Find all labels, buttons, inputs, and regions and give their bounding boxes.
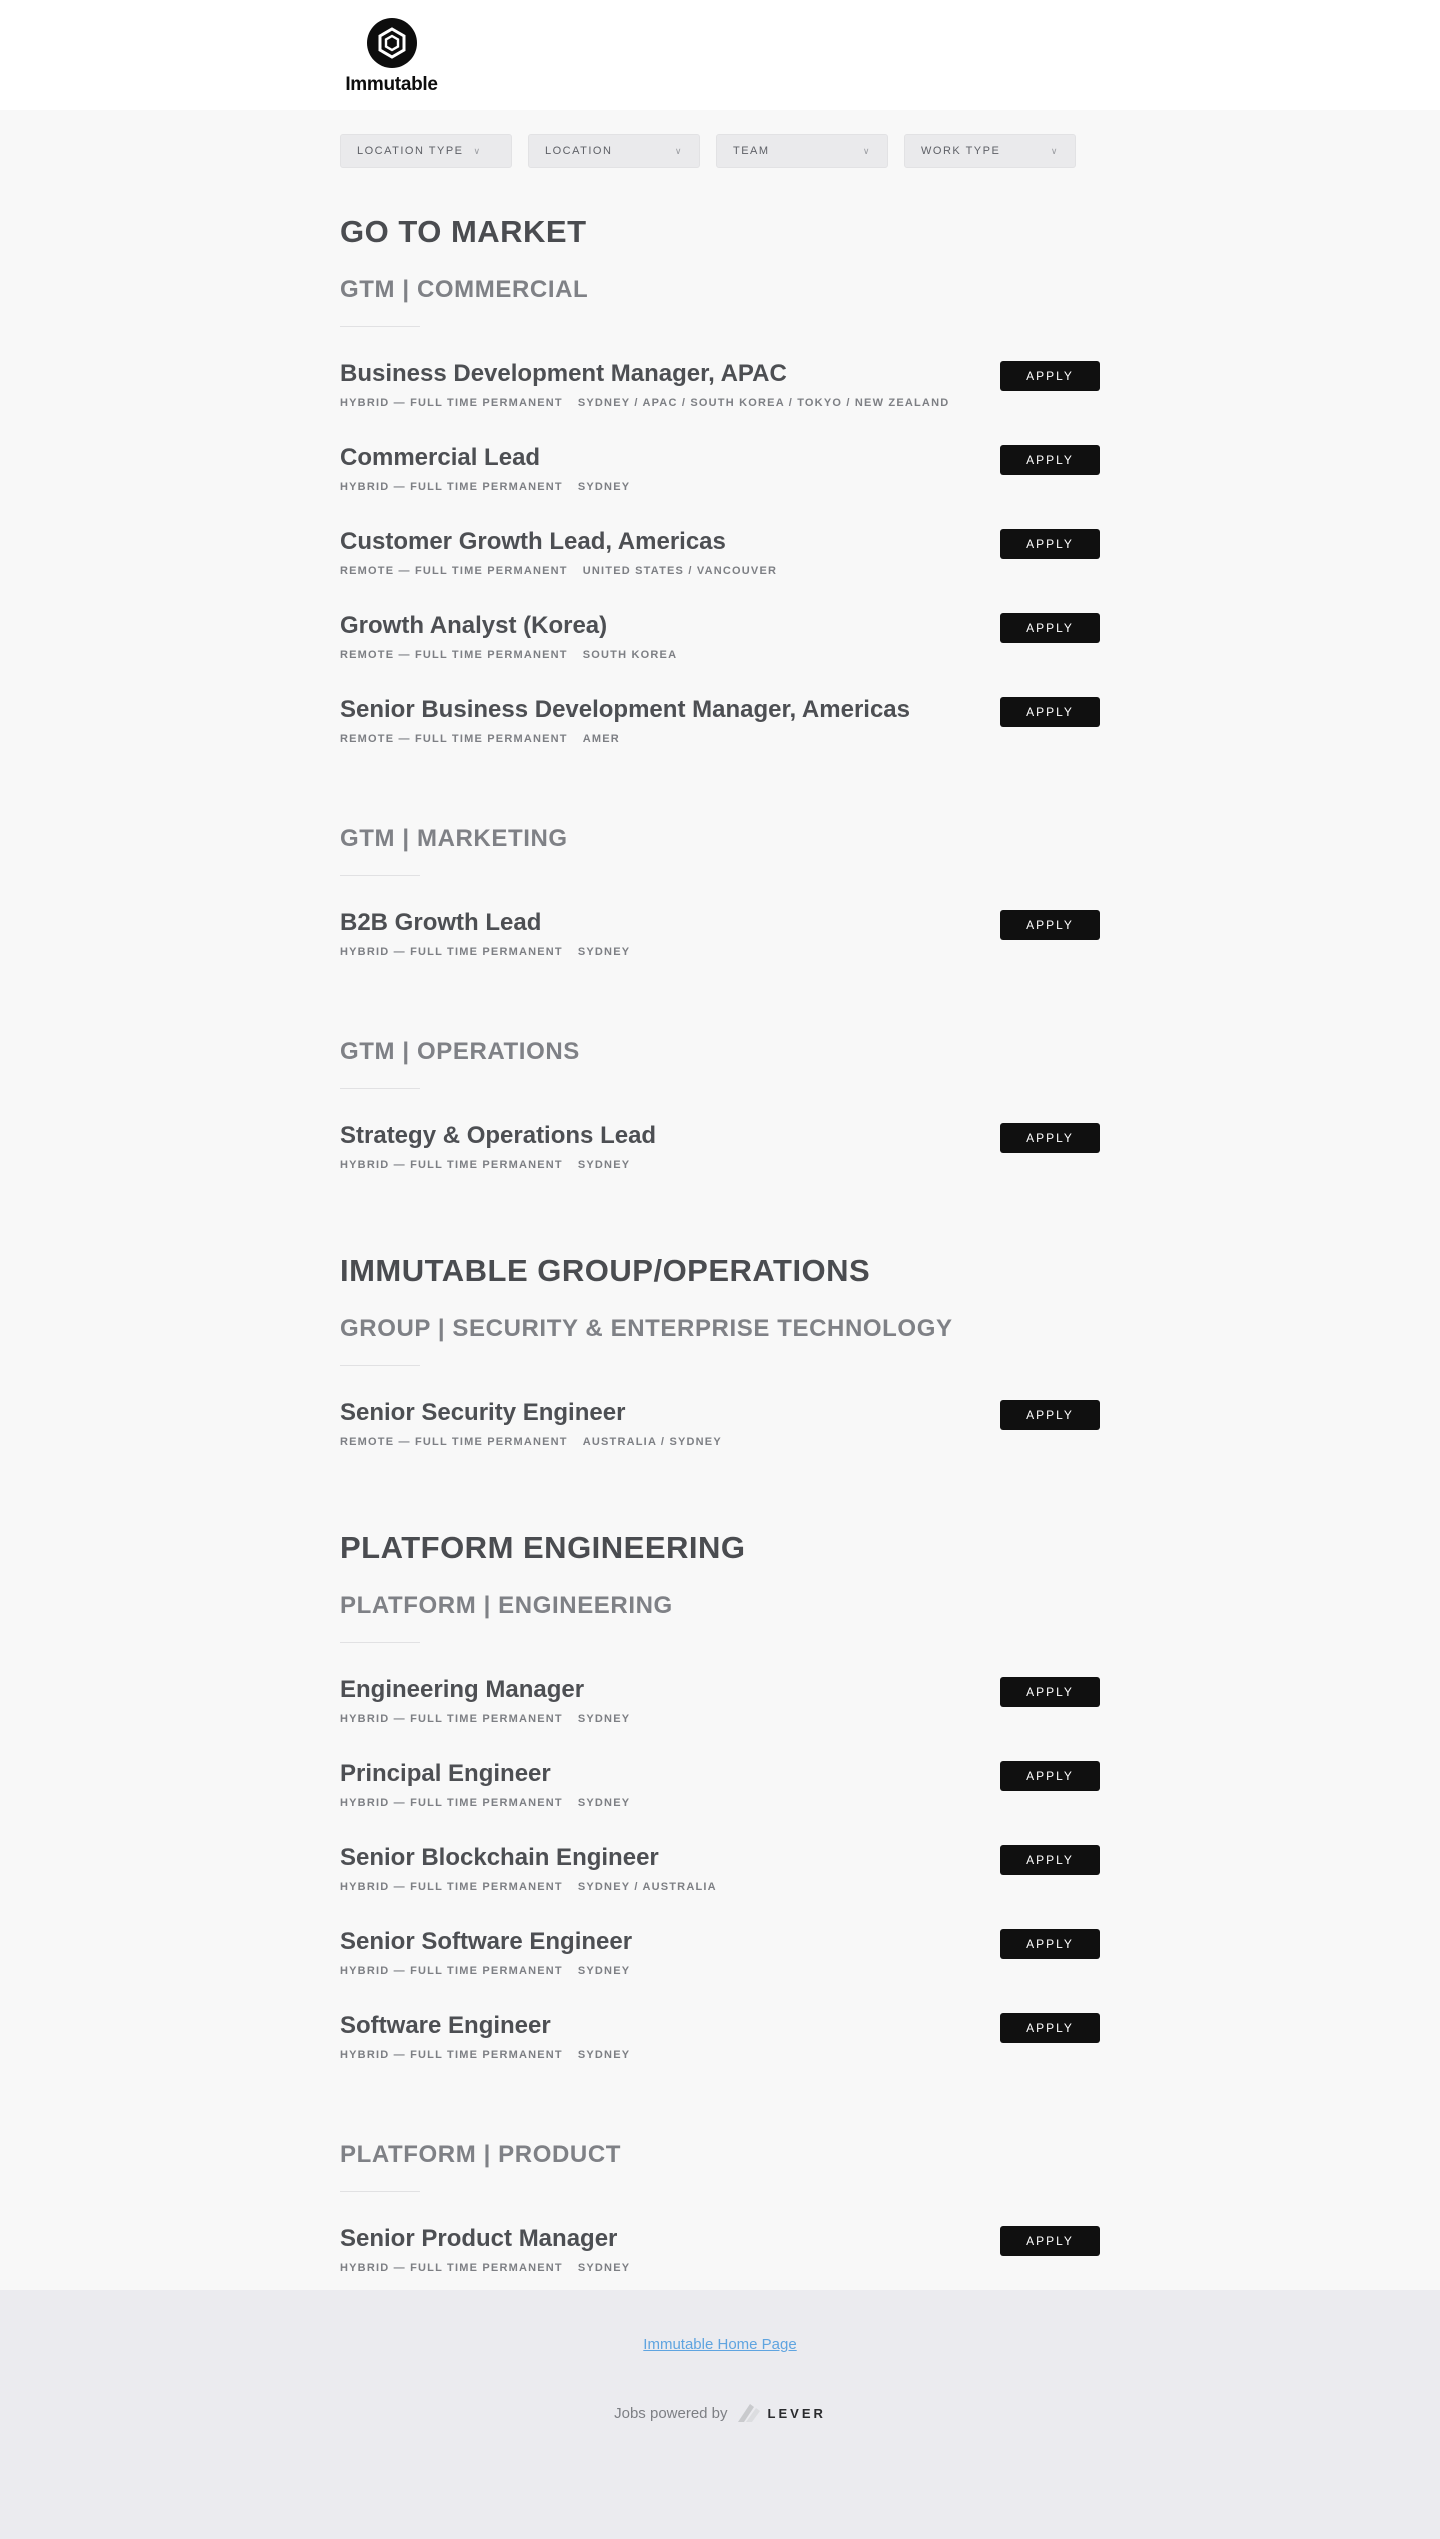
job-posting <box>340 1121 1100 1205</box>
team-title: GTM | COMMERCIAL <box>340 276 589 303</box>
department-section <box>340 1530 1100 2308</box>
team-title: PLATFORM | ENGINEERING <box>340 1592 673 1619</box>
job-title-link[interactable]: Senior Software Engineer <box>340 1928 633 1955</box>
job-meta <box>340 1159 1100 1171</box>
chevron-down-icon: ∨ <box>473 145 482 156</box>
apply-button[interactable]: APPLY <box>1000 1845 1100 1875</box>
job-commitment: HYBRID — FULL TIME PERMANENT <box>340 946 563 958</box>
powered-by <box>0 2402 1440 2424</box>
team-divider <box>340 326 420 327</box>
job-location: SOUTH KOREA <box>582 649 678 661</box>
page-footer <box>0 2290 1440 2539</box>
job-commitment: HYBRID — FULL TIME PERMANENT <box>340 1881 563 1893</box>
chevron-down-icon: ∨ <box>862 145 871 156</box>
job-location: SYDNEY / AUSTRALIA <box>577 1881 717 1893</box>
job-title-link[interactable]: Senior Business Development Manager, Americas <box>340 696 910 723</box>
job-posting <box>340 1398 1100 1482</box>
job-title-link[interactable]: Customer Growth Lead, Americas <box>340 528 726 555</box>
job-meta <box>340 397 1100 409</box>
job-posting <box>340 2011 1100 2095</box>
chevron-down-icon: ∨ <box>674 145 683 156</box>
job-location: SYDNEY <box>577 1965 631 1977</box>
job-commitment: REMOTE — FULL TIME PERMANENT <box>340 565 568 577</box>
apply-button[interactable]: APPLY <box>1000 2226 1100 2256</box>
apply-button[interactable]: APPLY <box>1000 1400 1100 1430</box>
job-commitment: REMOTE — FULL TIME PERMANENT <box>340 733 568 745</box>
job-meta <box>340 649 1100 661</box>
apply-button[interactable]: APPLY <box>1000 1677 1100 1707</box>
job-posting <box>340 1927 1100 2011</box>
job-commitment: HYBRID — FULL TIME PERMANENT <box>340 1713 563 1725</box>
apply-button[interactable]: APPLY <box>1000 445 1100 475</box>
job-commitment: REMOTE — FULL TIME PERMANENT <box>340 1436 568 1448</box>
team-title: GROUP | SECURITY & ENTERPRISE TECHNOLOGY <box>340 1315 953 1342</box>
job-meta <box>340 1965 1100 1977</box>
apply-button[interactable]: APPLY <box>1000 1123 1100 1153</box>
filter-location[interactable] <box>528 134 700 168</box>
job-commitment: HYBRID — FULL TIME PERMANENT <box>340 2049 563 2061</box>
job-commitment: REMOTE — FULL TIME PERMANENT <box>340 649 568 661</box>
company-logo[interactable] <box>340 18 443 96</box>
job-posting <box>340 908 1100 992</box>
team-divider <box>340 875 420 876</box>
job-posting <box>340 443 1100 527</box>
team-section <box>340 1592 1100 2095</box>
apply-button[interactable]: APPLY <box>1000 1929 1100 1959</box>
job-location: SYDNEY <box>577 1797 631 1809</box>
job-commitment: HYBRID — FULL TIME PERMANENT <box>340 1159 563 1171</box>
powered-by-text: Jobs powered by <box>614 2404 728 2422</box>
job-location: SYDNEY <box>577 2049 631 2061</box>
job-posting <box>340 695 1100 779</box>
job-title-link[interactable]: Growth Analyst (Korea) <box>340 612 608 639</box>
immutable-logo-icon <box>367 18 417 68</box>
apply-button[interactable]: APPLY <box>1000 529 1100 559</box>
page-header <box>0 0 1440 110</box>
job-title-link[interactable]: Software Engineer <box>340 2012 551 2039</box>
apply-button[interactable]: APPLY <box>1000 361 1100 391</box>
main-content <box>340 110 1100 2308</box>
department-title: PLATFORM ENGINEERING <box>340 1530 746 1565</box>
job-meta <box>340 565 1100 577</box>
job-title-link[interactable]: Principal Engineer <box>340 1760 551 1787</box>
job-commitment: HYBRID — FULL TIME PERMANENT <box>340 1797 563 1809</box>
job-title-link[interactable]: Senior Product Manager <box>340 2225 618 2252</box>
team-section <box>340 1038 1100 1205</box>
filter-work-type[interactable] <box>904 134 1076 168</box>
team-divider <box>340 1088 420 1089</box>
job-posting <box>340 1759 1100 1843</box>
job-title-link[interactable]: Senior Security Engineer <box>340 1399 626 1426</box>
filter-label: LOCATION TYPE <box>357 145 464 157</box>
job-location: SYDNEY / APAC / SOUTH KOREA / TOKYO / NEW ZEALAND <box>577 397 950 409</box>
apply-button[interactable]: APPLY <box>1000 1761 1100 1791</box>
company-name: Immutable <box>345 74 438 95</box>
chevron-down-icon: ∨ <box>1050 145 1059 156</box>
job-posting <box>340 611 1100 695</box>
job-location: SYDNEY <box>577 2262 631 2274</box>
department-section <box>340 214 1100 1205</box>
team-section <box>340 1315 1100 1482</box>
job-location: UNITED STATES / VANCOUVER <box>582 565 778 577</box>
job-commitment: HYBRID — FULL TIME PERMANENT <box>340 397 563 409</box>
team-title: PLATFORM | PRODUCT <box>340 2141 622 2168</box>
team-title: GTM | MARKETING <box>340 825 568 852</box>
job-location: SYDNEY <box>577 1159 631 1171</box>
job-meta <box>340 2049 1100 2061</box>
filter-label: LOCATION <box>545 145 613 157</box>
apply-button[interactable]: APPLY <box>1000 910 1100 940</box>
team-divider <box>340 1642 420 1643</box>
lever-logo-icon[interactable] <box>736 2402 826 2424</box>
team-section <box>340 825 1100 992</box>
job-meta <box>340 946 1100 958</box>
job-meta <box>340 1797 1100 1809</box>
job-meta <box>340 1713 1100 1725</box>
filter-label: WORK TYPE <box>921 145 1001 157</box>
filter-bar <box>340 110 1100 168</box>
job-location: AUSTRALIA / SYDNEY <box>582 1436 722 1448</box>
job-meta <box>340 2262 1100 2274</box>
job-meta <box>340 481 1100 493</box>
department-section <box>340 1253 1100 1482</box>
filter-label: TEAM <box>733 145 770 157</box>
postings-list <box>340 214 1100 2308</box>
team-divider <box>340 2191 420 2192</box>
apply-button[interactable]: APPLY <box>1000 613 1100 643</box>
job-posting <box>340 1675 1100 1759</box>
job-title-link[interactable]: Commercial Lead <box>340 444 541 471</box>
team-title: GTM | OPERATIONS <box>340 1038 580 1065</box>
home-page-link[interactable]: Immutable Home Page <box>643 2336 797 2353</box>
job-commitment: HYBRID — FULL TIME PERMANENT <box>340 2262 563 2274</box>
filter-location-type[interactable] <box>340 134 512 168</box>
lever-wordmark: LEVER <box>767 2405 826 2421</box>
job-meta <box>340 1436 1100 1448</box>
job-meta <box>340 1881 1100 1893</box>
department-title: IMMUTABLE GROUP/OPERATIONS <box>340 1253 871 1288</box>
job-location: SYDNEY <box>577 481 631 493</box>
filter-team[interactable] <box>716 134 888 168</box>
job-location: SYDNEY <box>577 946 631 958</box>
job-location: AMER <box>582 733 620 745</box>
apply-button[interactable]: APPLY <box>1000 697 1100 727</box>
job-meta <box>340 733 1100 745</box>
job-title-link[interactable]: B2B Growth Lead <box>340 909 542 936</box>
job-posting <box>340 1843 1100 1927</box>
job-commitment: HYBRID — FULL TIME PERMANENT <box>340 1965 563 1977</box>
apply-button[interactable]: APPLY <box>1000 2013 1100 2043</box>
job-commitment: HYBRID — FULL TIME PERMANENT <box>340 481 563 493</box>
team-section <box>340 2141 1100 2308</box>
job-posting <box>340 359 1100 443</box>
department-title: GO TO MARKET <box>340 214 587 249</box>
job-posting <box>340 527 1100 611</box>
job-title-link[interactable]: Business Development Manager, APAC <box>340 360 787 387</box>
job-location: SYDNEY <box>577 1713 631 1725</box>
job-title-link[interactable]: Senior Blockchain Engineer <box>340 1844 659 1871</box>
team-divider <box>340 1365 420 1366</box>
job-title-link[interactable]: Strategy & Operations Lead <box>340 1122 657 1149</box>
team-section <box>340 276 1100 779</box>
job-title-link[interactable]: Engineering Manager <box>340 1676 585 1703</box>
